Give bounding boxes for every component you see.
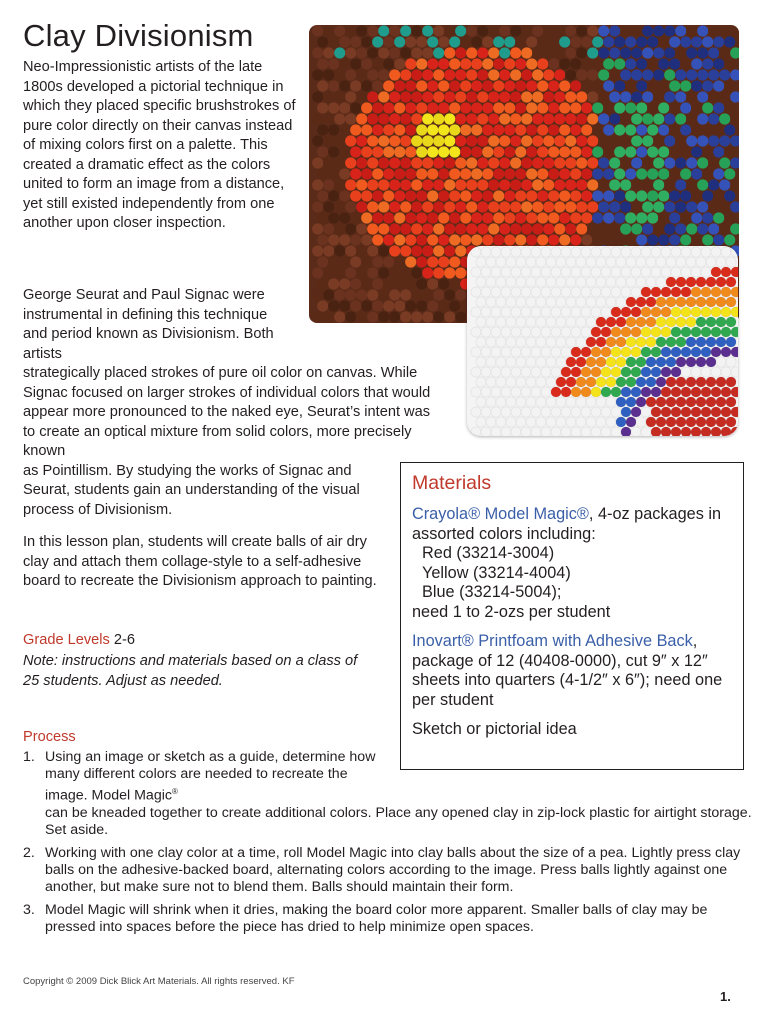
step-text: Working with one clay color at a time, roll Model Magic into clay balls about the size of a pea. Lightly press clay balls on the adhesive-backed board, alternating colors according to the image. Press balls lightly against one another, but make sure not to blend them. Balls should maintain their form. (45, 844, 741, 895)
step-number: 3. (23, 901, 35, 918)
color-blue: Blue (33214-5004); (422, 583, 562, 601)
divisionism-paragraph-wide: strategically placed strokes of pure oil color on canvas. While Signac focused on larger strokes of individual colors that would appear more pronounced to the naked eye, Seurat’s intent was to create an optical mixture from solid colors, more precisely known (23, 365, 431, 459)
page-title: Clay Divisionism (23, 18, 254, 53)
grade-levels-value: 2-6 (113, 632, 135, 648)
color-red: Red (33214-3004) (422, 544, 555, 562)
step-text-b: can be kneaded together to create additional colors. Place any opened clay in zip-lock plastic for airtight storage. Set aside. (45, 804, 752, 838)
grade-levels (23, 631, 393, 651)
page-number: 1. (720, 989, 731, 1004)
copyright-footer: Copyright © 2009 Dick Blick Art Materials. All rights reserved. KF (23, 976, 295, 987)
class-size-note: Note: instructions and materials based on a class of 25 students. Adjust as needed. (23, 653, 358, 689)
color-yellow: Yellow (33214-4004) (422, 563, 571, 582)
intro-paragraph: Neo-Impressionistic artists of the late 1800s developed a pictorial technique in which they placed specific brushstrokes of pure color directly on their canvas instead of mixing colors first on a palette. This created a dramatic effect as the colors united to form an image from a distance, yet still existed independently from one another upon closer inspection. (23, 59, 296, 231)
process-heading: Process (23, 729, 76, 745)
step-text: Model Magic will shrink when it dries, making the board color more apparent. Smaller balls of clay may be pressed into spaces before the piece has dried to help minimize open spaces. (45, 901, 708, 935)
materials-box (400, 462, 744, 770)
divisionism-paragraph-top: George Seurat and Paul Signac were instrumental in defining this technique and period known as Divisionism. Both artists (23, 287, 274, 362)
rainbow-clay-mosaic-image (467, 246, 738, 436)
model-magic-link[interactable]: Crayola® Model Magic® (412, 505, 589, 523)
divisionism-paragraph-narrow: as Pointillism. By studying the works of Signac and Seurat, students gain an understanding of the visual process of Divisionism. (23, 462, 360, 518)
step-number: 1. (23, 749, 35, 765)
process-step (23, 902, 753, 936)
process-step (23, 845, 753, 896)
grade-levels-label: Grade Levels (23, 632, 110, 648)
divisionism-paragraph-bottom (23, 364, 443, 520)
materials-item-printfoam: Inovart® Printfoam with Adhesive Back, package of 12 (40408-0000), cut 9″ x 12″ sheets into quarters (4-1/2″ x 6″); need one per student (412, 632, 723, 709)
step-number: 2. (23, 844, 35, 861)
step-text-a: Using an image or sketch as a guide, determine how many different colors are needed to recreate the image. Model Magic® (45, 749, 376, 804)
process-steps (23, 749, 753, 942)
materials-heading: Materials (412, 472, 492, 494)
materials-item-model-magic: Crayola® Model Magic®, 4-oz packages in assorted colors including: Red (33214-3004) Yellow (33214-4004) Blue (33214-5004); need 1 to 2-ozs per student (412, 505, 732, 622)
materials-item-sketch: Sketch or pictorial idea (412, 720, 577, 738)
lesson-plan-paragraph: In this lesson plan, students will create balls of air dry clay and attach them collage-style to a self-adhesive board to recreate the Divisionism approach to painting. (23, 534, 377, 589)
model-magic-need: need 1 to 2-ozs per student (412, 602, 611, 621)
printfoam-link[interactable]: Inovart® Printfoam with Adhesive Back (412, 632, 693, 650)
